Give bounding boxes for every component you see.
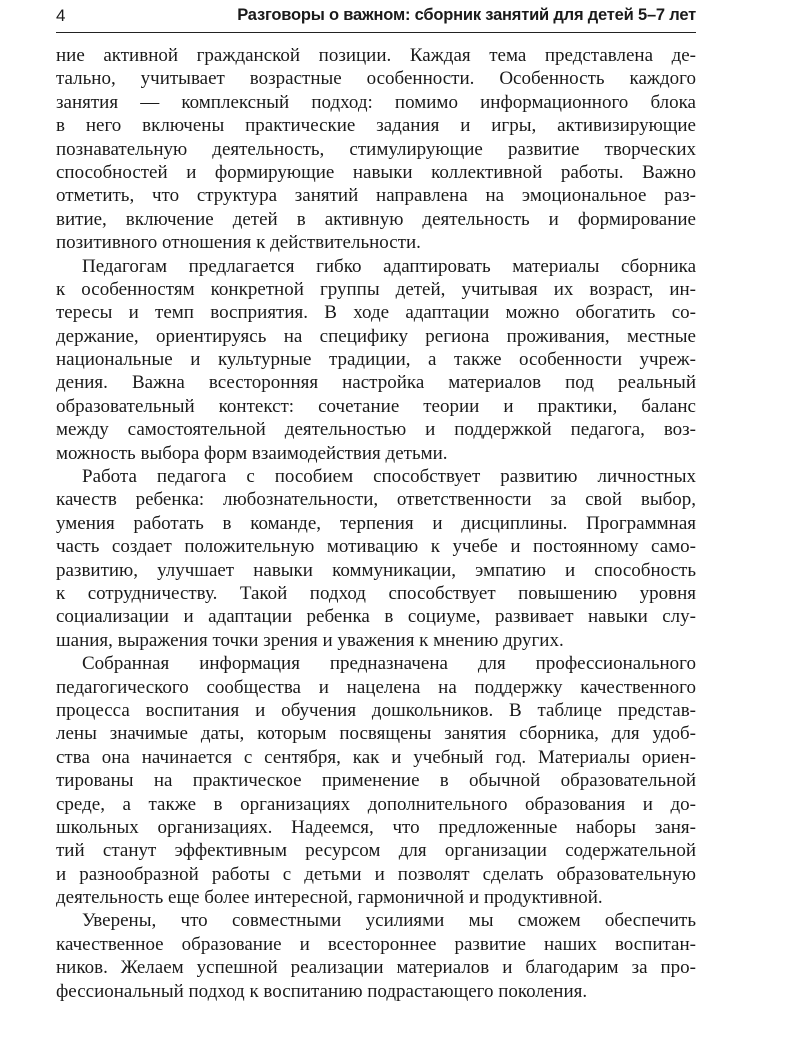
text-line: Уверены, что совместными усилиями мы сможем обеспечить [82, 910, 696, 932]
text-line: часть создает положительную мотивацию к учебе и постоянному само- [56, 536, 696, 558]
text-line: умения работать в команде, терпения и дисциплины. Программная [56, 512, 696, 534]
text-line: школьных организациях. Надеемся, что предложенные наборы заня- [56, 816, 696, 838]
text-line: Собранная информация предназначена для профессионального [82, 653, 696, 675]
text-line: фессиональный подход к воспитанию подрастающего поколения. [56, 980, 588, 1002]
text-line: педагогического сообщества и нацелена на поддержку качественного [56, 676, 696, 698]
text-line: среде, а также в организациях дополнительного образования и до- [56, 793, 696, 815]
text-line: тально, учитывает возрастные особенности. Особенность каждого [56, 68, 696, 90]
text-line: развитию, улучшает навыки коммуникации, эмпатию и способность [56, 559, 696, 581]
text-line: познавательную деятельность, стимулирующие развитие творческих [56, 138, 696, 160]
text-line: качественное образование и всестороннее развитие наших воспитан- [56, 933, 696, 955]
text-line: можность выбора форм взаимодействия детьми. [56, 442, 448, 464]
text-line: к особенностям конкретной группы детей, учитывая их возраст, ин- [56, 278, 696, 300]
text-line: процесса воспитания и обучения дошкольников. В таблице представ- [56, 699, 696, 721]
text-line: образовательный контекст: сочетание теории и практики, баланс [56, 395, 696, 417]
text-line: позитивного отношения к действительности. [56, 232, 421, 254]
body-text [56, 44, 696, 1003]
text-line: шания, выражения точки зрения и уважения к мнению других. [56, 629, 564, 651]
book-page [56, 0, 696, 1048]
paragraph [56, 44, 696, 255]
text-line: Педагогам предлагается гибко адаптировать материалы сборника [82, 255, 696, 277]
page-number: 4 [56, 6, 66, 25]
paragraph [56, 909, 696, 1003]
text-line: тий станут эффективным ресурсом для организации содержательной [56, 840, 696, 862]
text-line: витие, включение детей в активную деятельность и формирование [56, 208, 696, 230]
text-line: ства она начинается с сентября, как и учебный год. Материалы ориен- [56, 746, 696, 768]
text-line: и разнообразной работы с детьми и позволят сделать образовательную [56, 863, 696, 885]
running-header [56, 4, 696, 33]
text-line: ние активной гражданской позиции. Каждая тема представлена де- [56, 45, 696, 66]
text-line: ников. Желаем успешной реализации материалов и благодарим за про- [56, 957, 696, 979]
text-line: держание, ориентируясь на специфику региона проживания, местные [56, 325, 696, 347]
text-line: к сотрудничеству. Такой подход способствует повышению уровня [56, 582, 696, 604]
text-line: занятия — комплексный подход: помимо информационного блока [56, 91, 696, 113]
paragraph [56, 255, 696, 466]
book-title: Разговоры о важном: сборник занятий для детей 5–7 лет [237, 6, 696, 24]
text-line: Работа педагога с пособием способствует развитию личностных [82, 466, 696, 488]
text-line: в него включены практические задания и игры, активизирующие [56, 115, 696, 137]
text-line: качеств ребенка: любознательности, ответственности за свой выбор, [56, 489, 696, 511]
text-line: национальные и культурные традиции, а также особенности учреж- [56, 349, 696, 371]
text-line: отметить, что структура занятий направлена на эмоциональное раз- [56, 185, 696, 207]
text-line: между самостоятельной деятельностью и поддержкой педагога, воз- [56, 419, 696, 441]
paragraph [56, 652, 696, 909]
paragraph [56, 465, 696, 652]
text-line: тересы и темп восприятия. В ходе адаптации можно обогатить со- [56, 302, 696, 324]
text-line: дения. Важна всесторонняя настройка материалов под реальный [56, 372, 696, 394]
text-line: деятельность еще более интересной, гармоничной и продуктивной. [56, 887, 603, 909]
text-line: лены значимые даты, которым посвящены занятия сборника, для удоб- [56, 723, 696, 745]
text-line: тированы на практическое применение в обычной образовательной [56, 770, 696, 792]
text-line: способностей и формирующие навыки коллективной работы. Важно [56, 161, 696, 183]
text-line: социализации и адаптации ребенка в социуме, развивает навыки слу- [56, 606, 696, 628]
